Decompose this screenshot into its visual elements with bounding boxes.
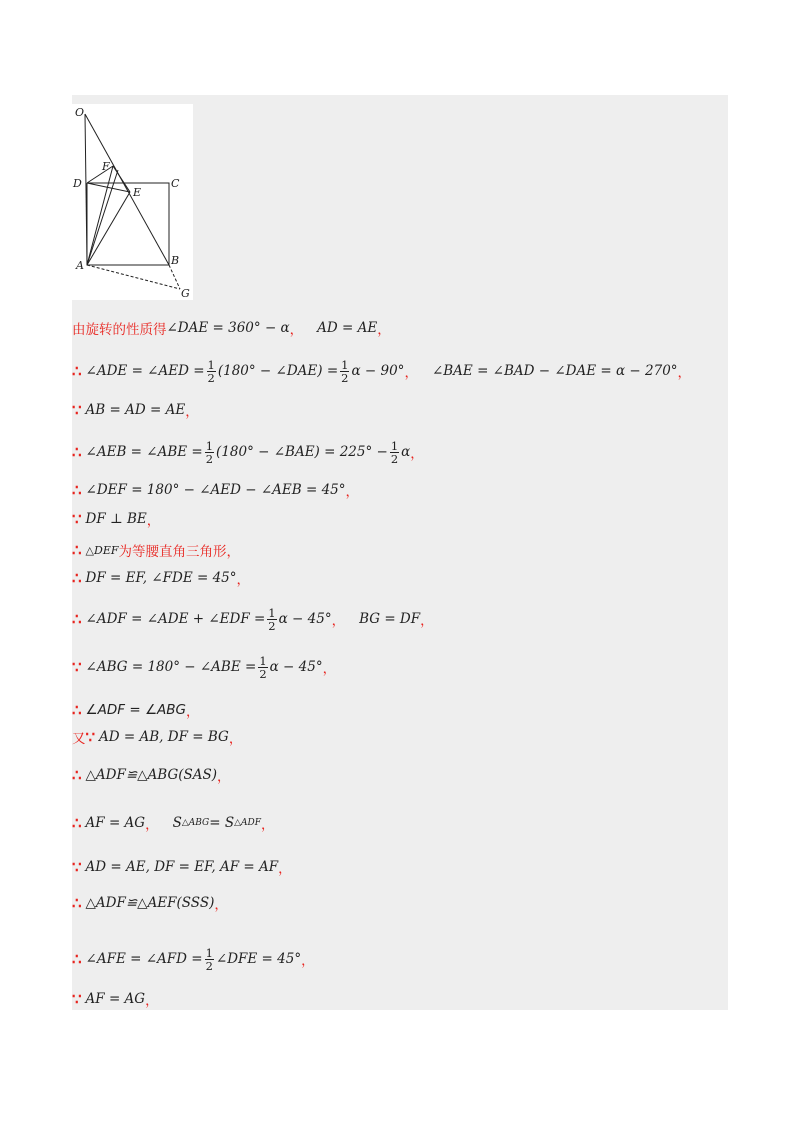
because-symbol: ∵ bbox=[72, 990, 82, 1008]
proof-line-7: ∴ △DEF 为等腰直角三角形 ， bbox=[72, 541, 240, 560]
proof-line-18: ∵ AF = AG ， bbox=[72, 990, 159, 1009]
therefore-symbol: ∴ bbox=[72, 569, 82, 587]
geometry-diagram bbox=[72, 104, 193, 300]
fraction: $\frac{1}{2}$ bbox=[259, 653, 267, 681]
line-math-2: AD = AE bbox=[317, 320, 378, 336]
therefore-symbol: ∴ bbox=[72, 481, 82, 499]
proof-line-15: ∵ AD = AE, DF = EF, AF = AF ， bbox=[72, 858, 292, 877]
therefore-symbol: ∴ bbox=[72, 950, 82, 968]
because-symbol: ∵ bbox=[85, 728, 96, 746]
because-symbol: ∵ bbox=[72, 510, 82, 528]
proof-line-9: ∴ ∠ADF = ∠ADE + ∠EDF = $\frac{1}{2}$ α − 45° ， BG = DF ， bbox=[72, 605, 434, 633]
therefore-symbol: ∴ bbox=[72, 610, 82, 628]
because-symbol: ∵ bbox=[72, 658, 82, 676]
line-math-2: ∠BAE = ∠BAD − ∠DAE = α − 270° bbox=[431, 363, 678, 379]
proof-line-17: ∴ ∠AFE = ∠AFD = $\frac{1}{2}$ ∠DFE = 45° ， bbox=[72, 945, 315, 973]
therefore-symbol: ∴ bbox=[72, 894, 82, 912]
therefore-symbol: ∴ bbox=[72, 814, 82, 832]
segment-bg bbox=[169, 265, 180, 289]
fraction: $\frac{1}{2}$ bbox=[205, 438, 214, 466]
point-label-f: F bbox=[102, 160, 110, 173]
line-prefix: 由旋转的性质得 bbox=[72, 322, 167, 338]
point-label-o: O bbox=[75, 106, 85, 119]
because-symbol: ∵ bbox=[72, 858, 82, 876]
fraction: $\frac{1}{2}$ bbox=[341, 357, 349, 385]
proof-line-3: ∵ AB = AD = AE ， bbox=[72, 401, 199, 420]
fraction: $\frac{1}{2}$ bbox=[205, 945, 213, 973]
proof-line-5: ∴ ∠DEF = 180° − ∠AED − ∠AEB = 45° ， bbox=[72, 481, 360, 500]
point-label-e: E bbox=[133, 186, 142, 199]
line-math: ∠DAE = 360° − α bbox=[166, 320, 290, 336]
segment-ag bbox=[87, 265, 180, 289]
proof-line-12: 又 ∵ AD = AB, DF = BG ， bbox=[72, 728, 243, 747]
proof-line-6: ∵ DF ⊥ BE ， bbox=[72, 510, 161, 529]
point-label-a: A bbox=[76, 259, 84, 272]
therefore-symbol: ∴ bbox=[72, 443, 82, 461]
because-symbol: ∵ bbox=[72, 401, 82, 419]
therefore-symbol: ∴ bbox=[72, 766, 82, 784]
point-label-c: C bbox=[171, 177, 180, 190]
fraction: $\frac{1}{2}$ bbox=[390, 438, 399, 466]
point-label-d: D bbox=[73, 177, 82, 190]
proof-line-16: ∴ △ADF≌△AEF(SSS) ， bbox=[72, 894, 228, 913]
proof-line-4: ∴ ∠AEB = ∠ABE = $\frac{1}{2}$ (180° − ∠BAE) = 225° − $\frac{1}{2}$ α ， bbox=[72, 438, 424, 466]
line-sep: ， bbox=[289, 322, 304, 338]
proof-line-10: ∵ ∠ABG = 180° − ∠ABE = $\frac{1}{2}$ α − 45° ， bbox=[72, 653, 337, 681]
proof-line-2: ∴ ∠ADE = ∠AED = $\frac{1}{2}$ (180° − ∠DAE) = $\frac{1}{2}$ α − 90° ， ∠BAE = ∠BAD − ∠DAE = α − 270° ， bbox=[72, 357, 692, 385]
therefore-symbol: ∴ bbox=[72, 362, 82, 380]
proof-line-8: ∴ DF = EF, ∠FDE = 45° ， bbox=[72, 569, 251, 588]
segment-ae bbox=[87, 192, 130, 265]
segment-ob bbox=[85, 114, 169, 265]
proof-line-11: ∴ ∠ADF = ∠ABG ， bbox=[72, 701, 200, 720]
fraction: $\frac{1}{2}$ bbox=[207, 357, 215, 385]
point-label-b: B bbox=[171, 254, 180, 267]
therefore-symbol: ∴ bbox=[72, 541, 82, 559]
point-label-g: G bbox=[181, 287, 190, 300]
proof-line-14: ∴ AF = AG ， S △ABG = S △ADF ， bbox=[72, 814, 275, 833]
geometry-figure bbox=[72, 104, 193, 300]
therefore-symbol: ∴ bbox=[72, 701, 82, 719]
line-end: ， bbox=[377, 322, 391, 338]
fraction: $\frac{1}{2}$ bbox=[268, 605, 276, 633]
line-math: ∠ADE = ∠AED = bbox=[85, 363, 205, 379]
proof-line-13: ∴ △ADF≌△ABG(SAS) ， bbox=[72, 766, 231, 785]
proof-line-1 bbox=[72, 313, 391, 343]
